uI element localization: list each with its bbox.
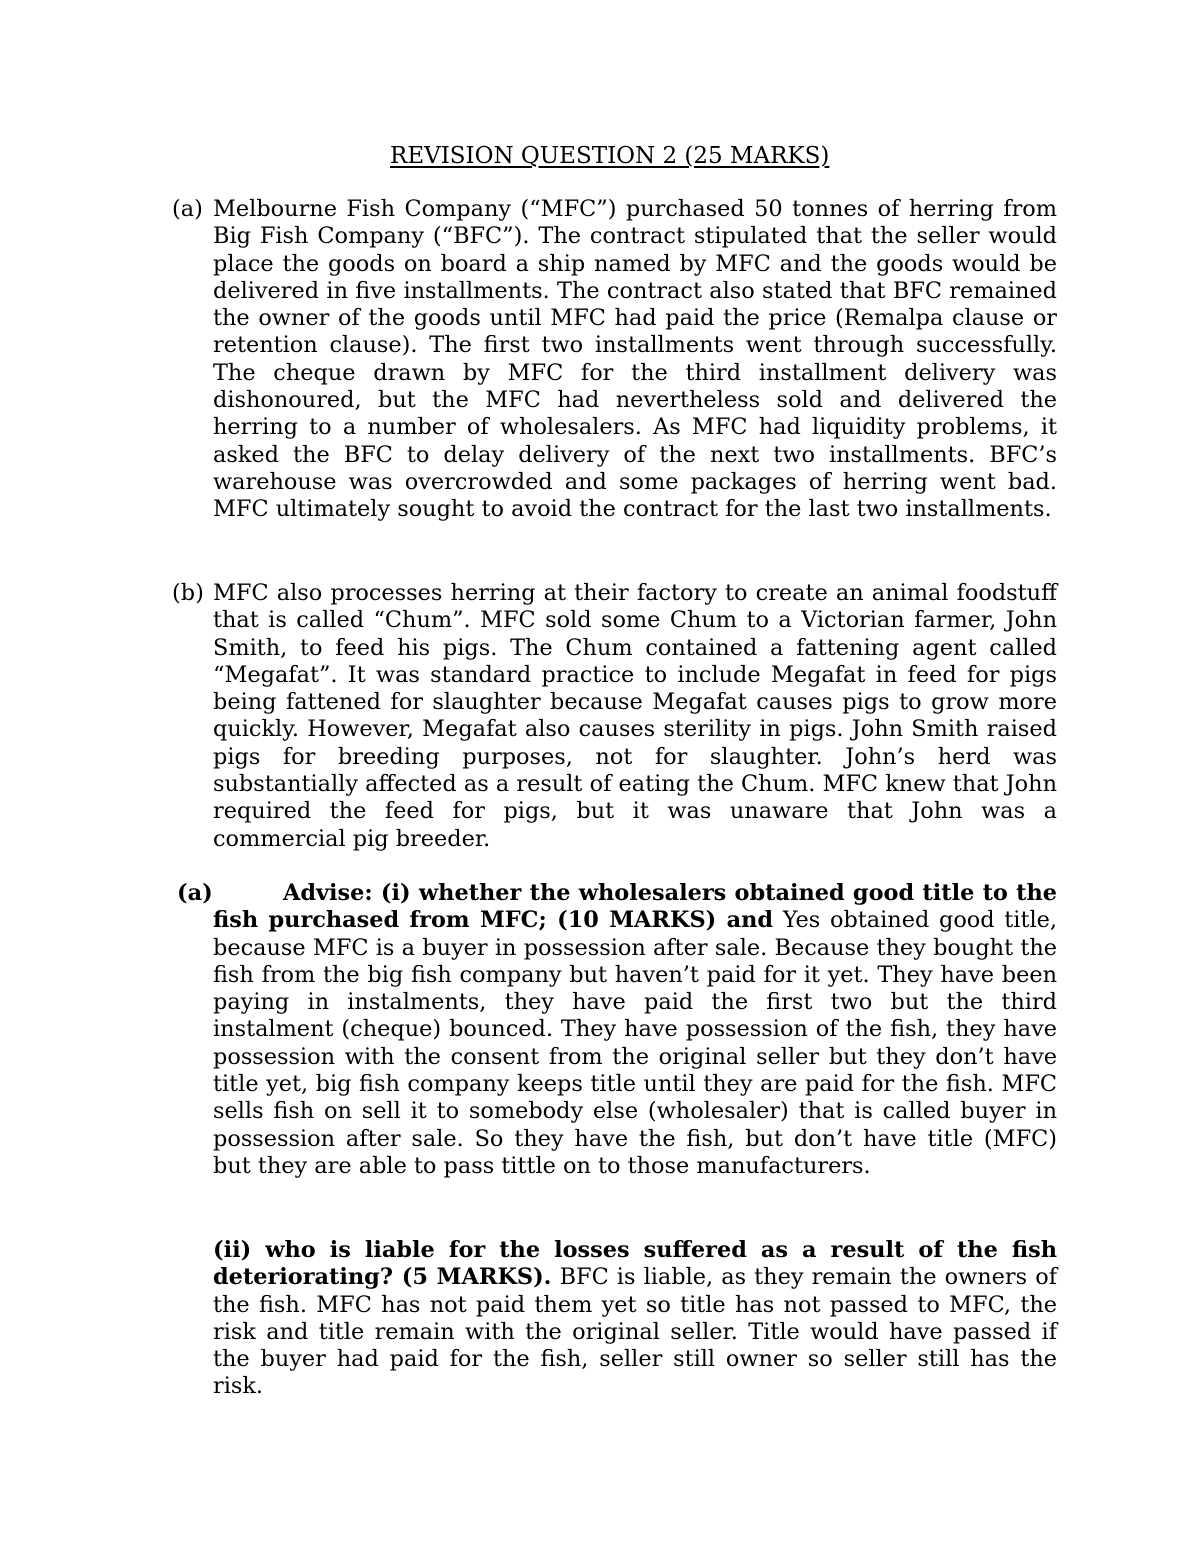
question-b-text: MFC also processes herring at their factory to create an animal foodstuff that is called “Chum”. MFC sold some Chum to a Victorian farmer, John Smith, to feed his pigs. The Chum contained a fattening agent called “Megafat”. It was standard practice to include Megafat in feed for pigs being fattened for slaughter because Megafat causes pigs to grow more quickly. However, Megafat also causes sterility in pigs. John Smith raised pigs for breeding purposes, not for slaughter. John’s herd was substantially affected as a result of eating the Chum. MFC knew that John required the feed for pigs, but it was unaware that John was a commercial pig breeder. [213, 580, 1057, 852]
answer-a-text: Yes obtained good title, because MFC is a buyer in possession after sale. Because they bought the fish from the big fish company but haven’t paid for it yet. They have been paying in instalments, they have paid the first two but the third instalment (cheque) bounced. They have possession of the fish, they have possession with the consent from the original seller but they don’t have title yet, big fish company keeps title until they are paid for the fish. MFC sells fish on sell it to somebody else (wholesaler) that is called buyer in possession after sale. So they have the fish, but don’t have title (MFC) but they are able to pass tittle on to those manufacturers. [213, 907, 1057, 1179]
answer-ii-paragraph [213, 1237, 1057, 1401]
answer-ii-prompt: (ii) who is liable for the losses suffered as a result of the fish deteriorating? (5 MARKS). [213, 1237, 1057, 1291]
page-title: REVISION QUESTION 2 (25 MARKS) [390, 143, 830, 169]
answer-a-prompt: Advise: (i) whether the wholesalers obtained good title to the fish purchased from MFC; (10 MARKS) and [213, 880, 1057, 934]
question-b-marker: (b) [172, 580, 204, 606]
answer-ii-text: BFC is liable, as they remain the owners of the fish. MFC has not paid them yet so title has not passed to MFC, the risk and title remain with the original seller. Title would have passed if the buyer had paid for the fish, seller still owner so seller still has the risk. [213, 1264, 1057, 1400]
question-a-text: Melbourne Fish Company (“MFC”) purchased 50 tonnes of herring from Big Fish Company (“BFC”). The contract stipulated that the seller would place the goods on board a ship named by MFC and the goods would be delivered in five installments. The contract also stated that BFC remained the owner of the goods until MFC had paid the price (Remalpa clause or retention clause). The first two installments went through successfully. The cheque drawn by MFC for the third installment delivery was dishonoured, but the MFC had nevertheless sold and delivered the herring to a number of wholesalers. As MFC had liquidity problems, it asked the BFC to delay delivery of the next two installments. BFC’s warehouse was overcrowded and some packages of herring went bad. MFC ultimately sought to avoid the contract for the last two installments. [213, 196, 1057, 523]
answer-a-paragraph [213, 880, 1057, 1180]
question-a-marker: (a) [172, 196, 203, 222]
answer-a-marker: (a) [177, 880, 213, 906]
